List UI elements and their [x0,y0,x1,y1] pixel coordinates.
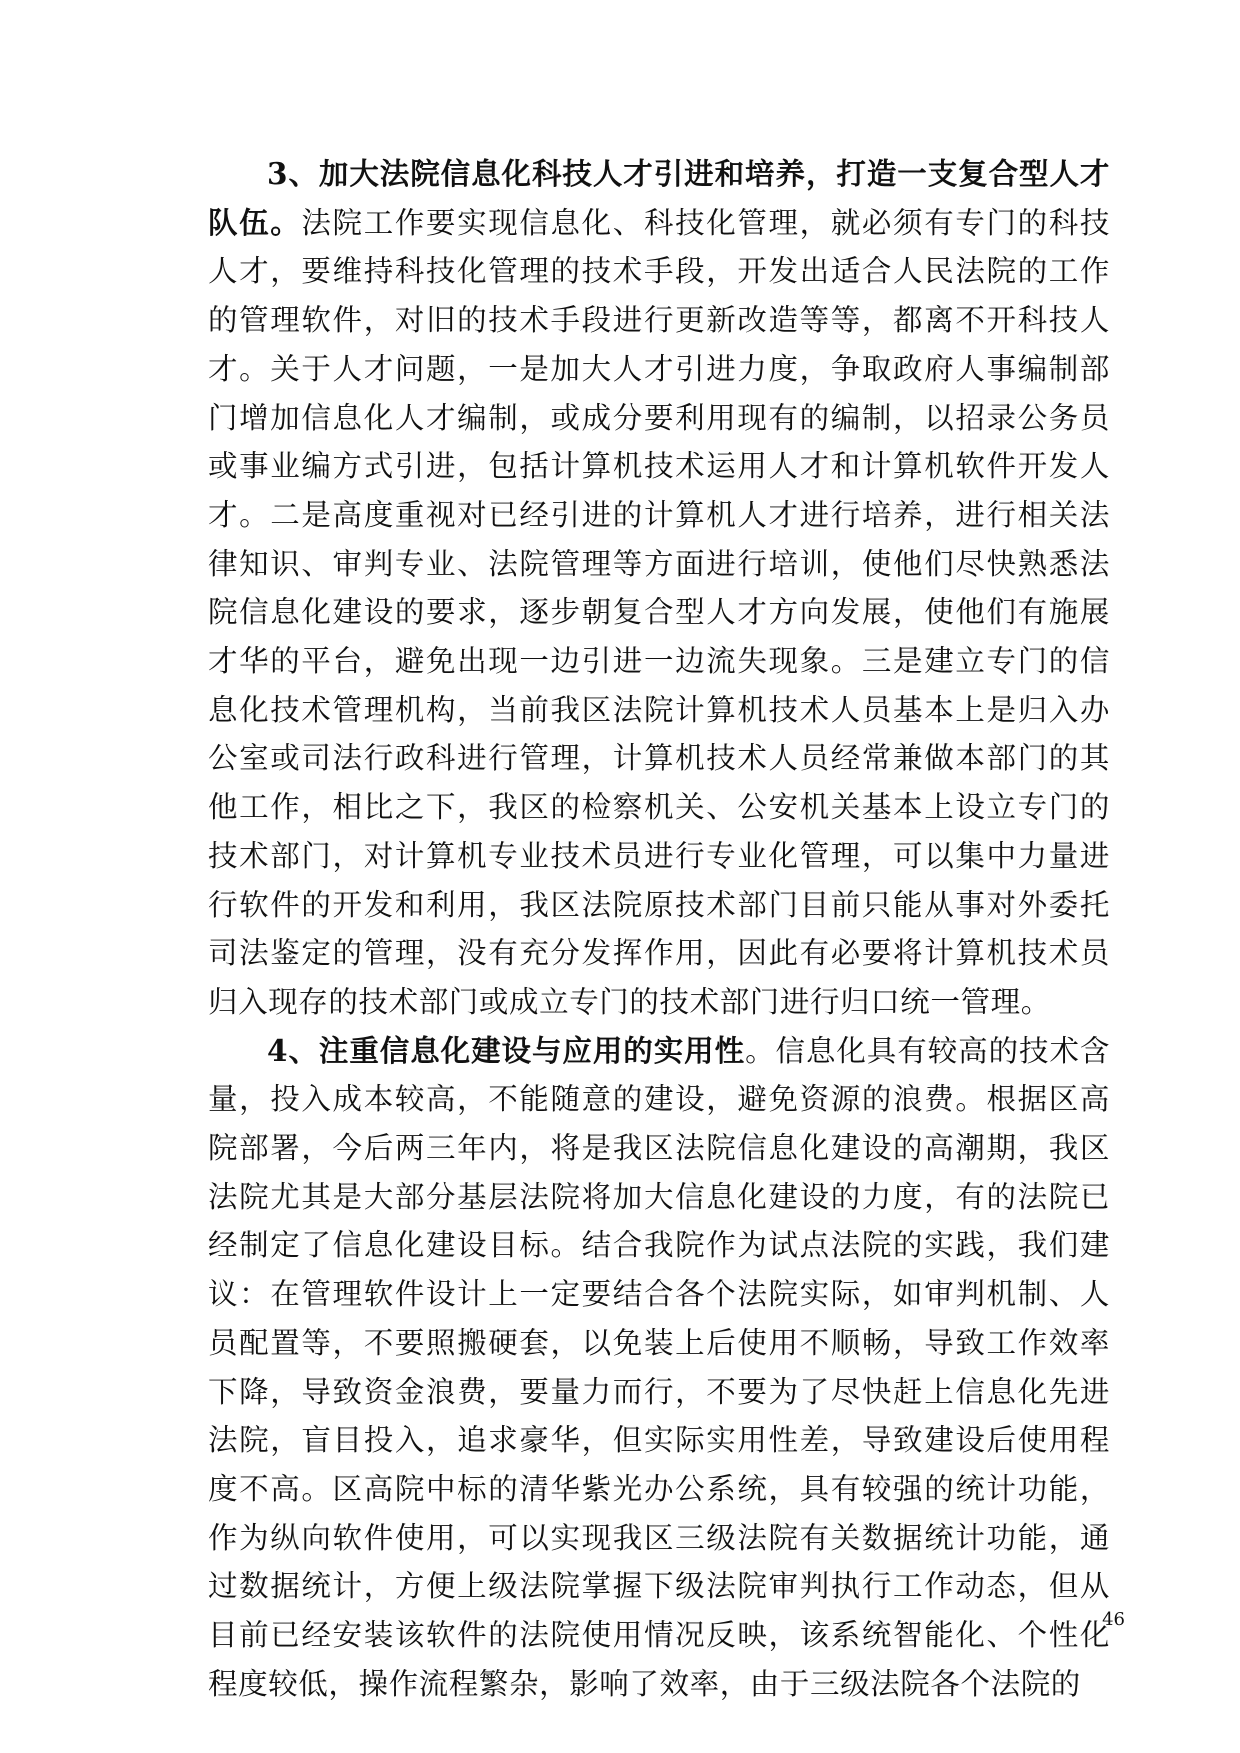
paragraph-body: 法院工作要实现信息化、科技化管理，就必须有专门的科技人才，要维持科技化管理的技术手段，开发出适合人民法院的工作的管理软件，对旧的技术手段进行更新改造等等，都离不开科技人才。关于人才问题，一是加大人才引进力度，争取政府人事编制部门增加信息化人才编制，或成分要利用现有的编制，以招录公务员或事业编方式引进，包括计算机技术运用人才和计算机软件开发人才。二是高度重视对已经引进的计算机人才进行培养，进行相关法律知识、审判专业、法院管理等方面进行培训，使他们尽快熟悉法院信息化建设的要求，逐步朝复合型人才方向发展，使他们有施展才华的平台，避免出现一边引进一边流失现象。三是建立专门的信息化技术管理机构，当前我区法院计算机技术人员基本上是归入办公室或司法行政科进行管理，计算机技术人员经常兼做本部门的其他工作，相比之下，我区的检察机关、公安机关基本上设立专门的技术部门，对计算机专业技术员进行专业化管理，可以集中力量进行软件的开发和利用，我区法院原技术部门目前只能从事对外委托司法鉴定的管理，没有充分发挥作用，因此有必要将计算机技术员归入现存的技术部门或成立专门的技术部门进行归口统一管理。 [208,205,1110,1019]
paragraph-heading: 3、加大法院信息化科技人才引进和培养，打造一支复合型人才队伍。 [208,156,1110,240]
paragraph-talent-team [208,150,1110,1027]
paragraph-heading: 4、注重信息化建设与应用的实用性 [267,1032,746,1068]
page-number: 46 [1102,1609,1125,1630]
paragraph-practicality [208,1027,1110,1709]
body-text [208,150,1110,1709]
paragraph-body: 。信息化具有较高的技术含量，投入成本较高，不能随意的建设，避免资源的浪费。根据区高院部署，今后两三年内，将是我区法院信息化建设的高潮期，我区法院尤其是大部分基层法院将加大信息化建设的力度，有的法院已经制定了信息化建设目标。结合我院作为试点法院的实践，我们建议：在管理软件设计上一定要结合各个法院实际，如审判机制、人员配置等，不要照搬硬套，以免装上后使用不顺畅，导致工作效率下降，导致资金浪费，要量力而行，不要为了尽快赶上信息化先进法院，盲目投入，追求豪华，但实际实用性差，导致建设后使用程度不高。区高院中标的清华紫光办公系统，具有较强的统计功能，作为纵向软件使用，可以实现我区三级法院有关数据统计功能，通过数据统计，方便上级法院掌握下级法院审判执行工作动态，但从目前已经安装该软件的法院使用情况反映，该系统智能化、个性化程度较低，操作流程繁杂，影响了效率，由于三级法院各个法院的 [208,1033,1110,1701]
